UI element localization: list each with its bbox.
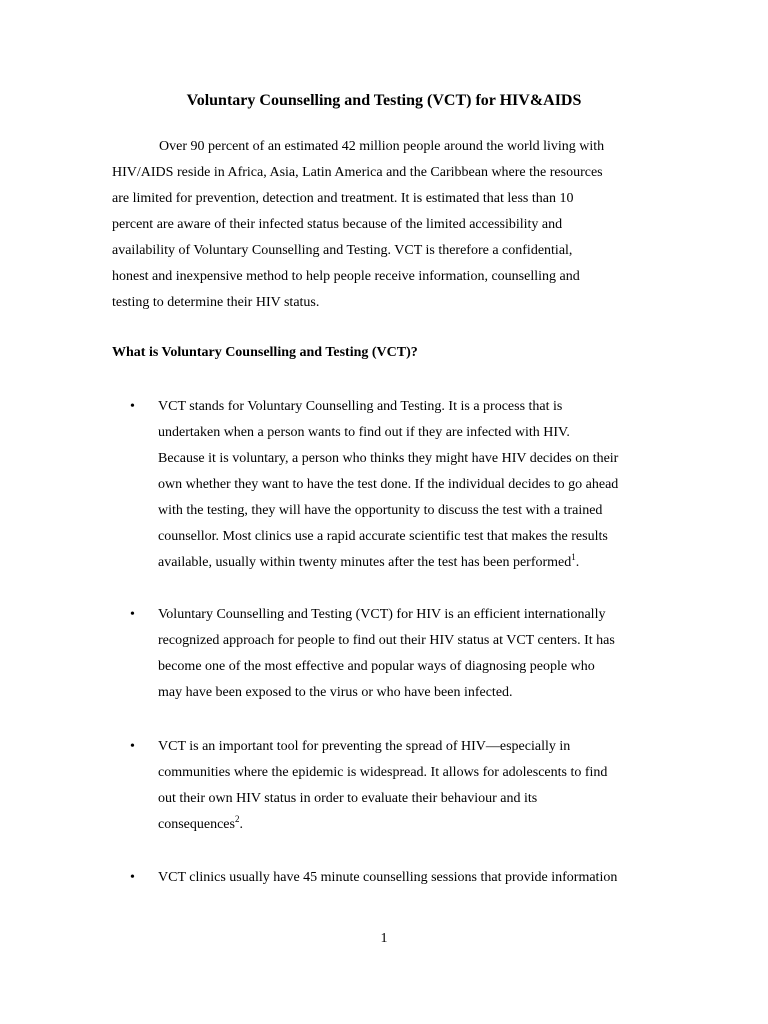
bullet-item: [158, 865, 668, 891]
bullet-marker: •: [130, 399, 135, 414]
footnote-marker: 1: [571, 552, 576, 562]
intro-line: honest and inexpensive method to help people receive information, counselling and: [112, 269, 580, 284]
bullet-line: VCT stands for Voluntary Counselling and Testing. It is a process that is: [158, 399, 563, 414]
bullet-line-text: available, usually within twenty minutes after the test has been performed: [158, 555, 572, 570]
bullet-line: out their own HIV status in order to evaluate their behaviour and its: [158, 791, 538, 806]
intro-line: Over 90 percent of an estimated 42 million people around the world living with: [159, 139, 605, 154]
sentence-end: .: [575, 555, 580, 570]
bullet-marker: •: [130, 607, 135, 622]
intro-line: testing to determine their HIV status.: [112, 295, 320, 310]
intro-line: availability of Voluntary Counselling and Testing. VCT is therefore a confidential,: [112, 243, 573, 258]
bullet-item: [158, 602, 668, 706]
footnote-marker: 2: [234, 814, 240, 824]
bullet-marker: •: [130, 739, 135, 754]
intro-line: HIV/AIDS reside in Africa, Asia, Latin America and the Caribbean where the resources: [112, 165, 603, 180]
bullet-line: counsellor. Most clinics use a rapid accurate scientific test that makes the results: [158, 529, 608, 544]
bullet-line: may have been exposed to the virus or who have been infected.: [158, 685, 513, 700]
section-heading: What is Voluntary Counselling and Testing (VCT)?: [112, 345, 418, 360]
bullet-line: VCT clinics usually have 45 minute counselling sessions that provide information: [158, 870, 618, 885]
bullet-line-text: consequences: [158, 817, 235, 832]
bullet-line: become one of the most effective and popular ways of diagnosing people who: [158, 659, 595, 674]
intro-line: percent are aware of their infected status because of the limited accessibility and: [112, 217, 563, 232]
bullet-line: with the testing, they will have the opportunity to discuss the test with a trained: [158, 503, 603, 518]
bullet-item: [158, 394, 668, 576]
intro-line: are limited for prevention, detection and treatment. It is estimated that less than 10: [112, 191, 574, 206]
intro-paragraph: [112, 134, 660, 316]
sentence-end: .: [239, 817, 243, 832]
bullet-marker: •: [130, 870, 135, 885]
bullet-line: communities where the epidemic is widespread. It allows for adolescents to find: [158, 765, 608, 780]
bullet-line: Because it is voluntary, a person who thinks they might have HIV decides on their: [158, 451, 619, 466]
page-number: 1: [380, 931, 388, 946]
bullet-line: VCT is an important tool for preventing the spread of HIV—especially in: [158, 739, 571, 754]
bullet-line: recognized approach for people to find out their HIV status at VCT centers. It has: [158, 633, 615, 648]
bullet-line-with-footnote: [158, 812, 668, 838]
bullet-line-with-footnote: [158, 550, 668, 576]
bullet-line: own whether they want to have the test done. If the individual decides to go ahead: [158, 477, 619, 492]
document-title: Voluntary Counselling and Testing (VCT) for HIV&AIDS: [186, 92, 582, 109]
bullet-line: undertaken when a person wants to find out if they are infected with HIV.: [158, 425, 570, 440]
bullet-line: Voluntary Counselling and Testing (VCT) for HIV is an efficient internationally: [158, 607, 606, 622]
bullet-item: [158, 734, 668, 838]
